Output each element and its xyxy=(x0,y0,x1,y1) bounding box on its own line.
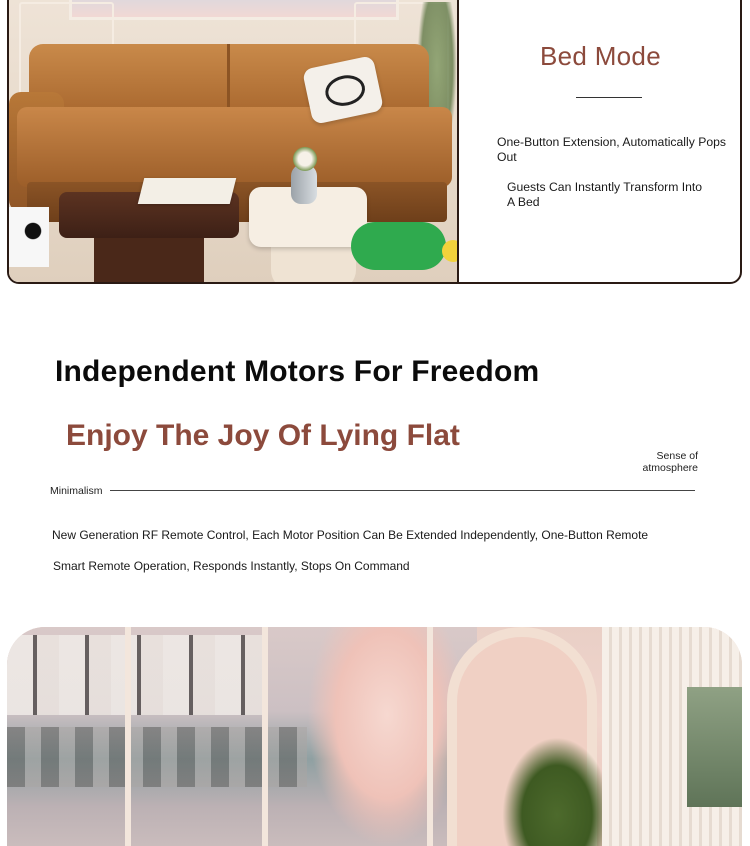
motors-headline: Independent Motors For Freedom xyxy=(55,355,540,388)
bed-mode-card xyxy=(7,0,742,284)
village-houses xyxy=(7,635,267,715)
flower xyxy=(293,147,317,171)
potted-plant xyxy=(502,737,612,846)
open-magazine xyxy=(138,178,236,204)
sofa-seat xyxy=(17,107,452,187)
motors-subheadline: Enjoy The Joy Of Lying Flat xyxy=(66,419,460,452)
bed-mode-feature-1: One-Button Extension, Automatically Pops Out xyxy=(497,135,726,164)
bed-mode-info xyxy=(461,0,740,282)
tag-sense-of-atmosphere: Sense of atmosphere xyxy=(642,450,698,474)
room-photo xyxy=(7,627,742,846)
outdoor-hills xyxy=(687,687,742,807)
cherry-blossom xyxy=(307,627,467,846)
bed-mode-feature-2: Guests Can Instantly Transform Into A Bed xyxy=(507,180,703,209)
section-divider xyxy=(110,490,695,491)
bed-mode-title: Bed Mode xyxy=(540,41,661,71)
window-frame xyxy=(125,627,131,846)
panda-toy xyxy=(9,207,49,267)
sofa-photo xyxy=(9,0,459,282)
window-frame xyxy=(427,627,433,846)
window-frame xyxy=(262,627,268,846)
window-scene xyxy=(69,0,399,20)
coffee-table-leg xyxy=(94,232,204,282)
motors-description-2: Smart Remote Operation, Responds Instantly, Stops On Command xyxy=(53,559,410,573)
tag-minimalism: Minimalism xyxy=(50,485,103,497)
title-underline xyxy=(576,97,642,98)
motors-description-1: New Generation RF Remote Control, Each Motor Position Can Be Extended Independently, One-Button Remote xyxy=(52,528,649,542)
green-plush-toy xyxy=(351,222,446,270)
